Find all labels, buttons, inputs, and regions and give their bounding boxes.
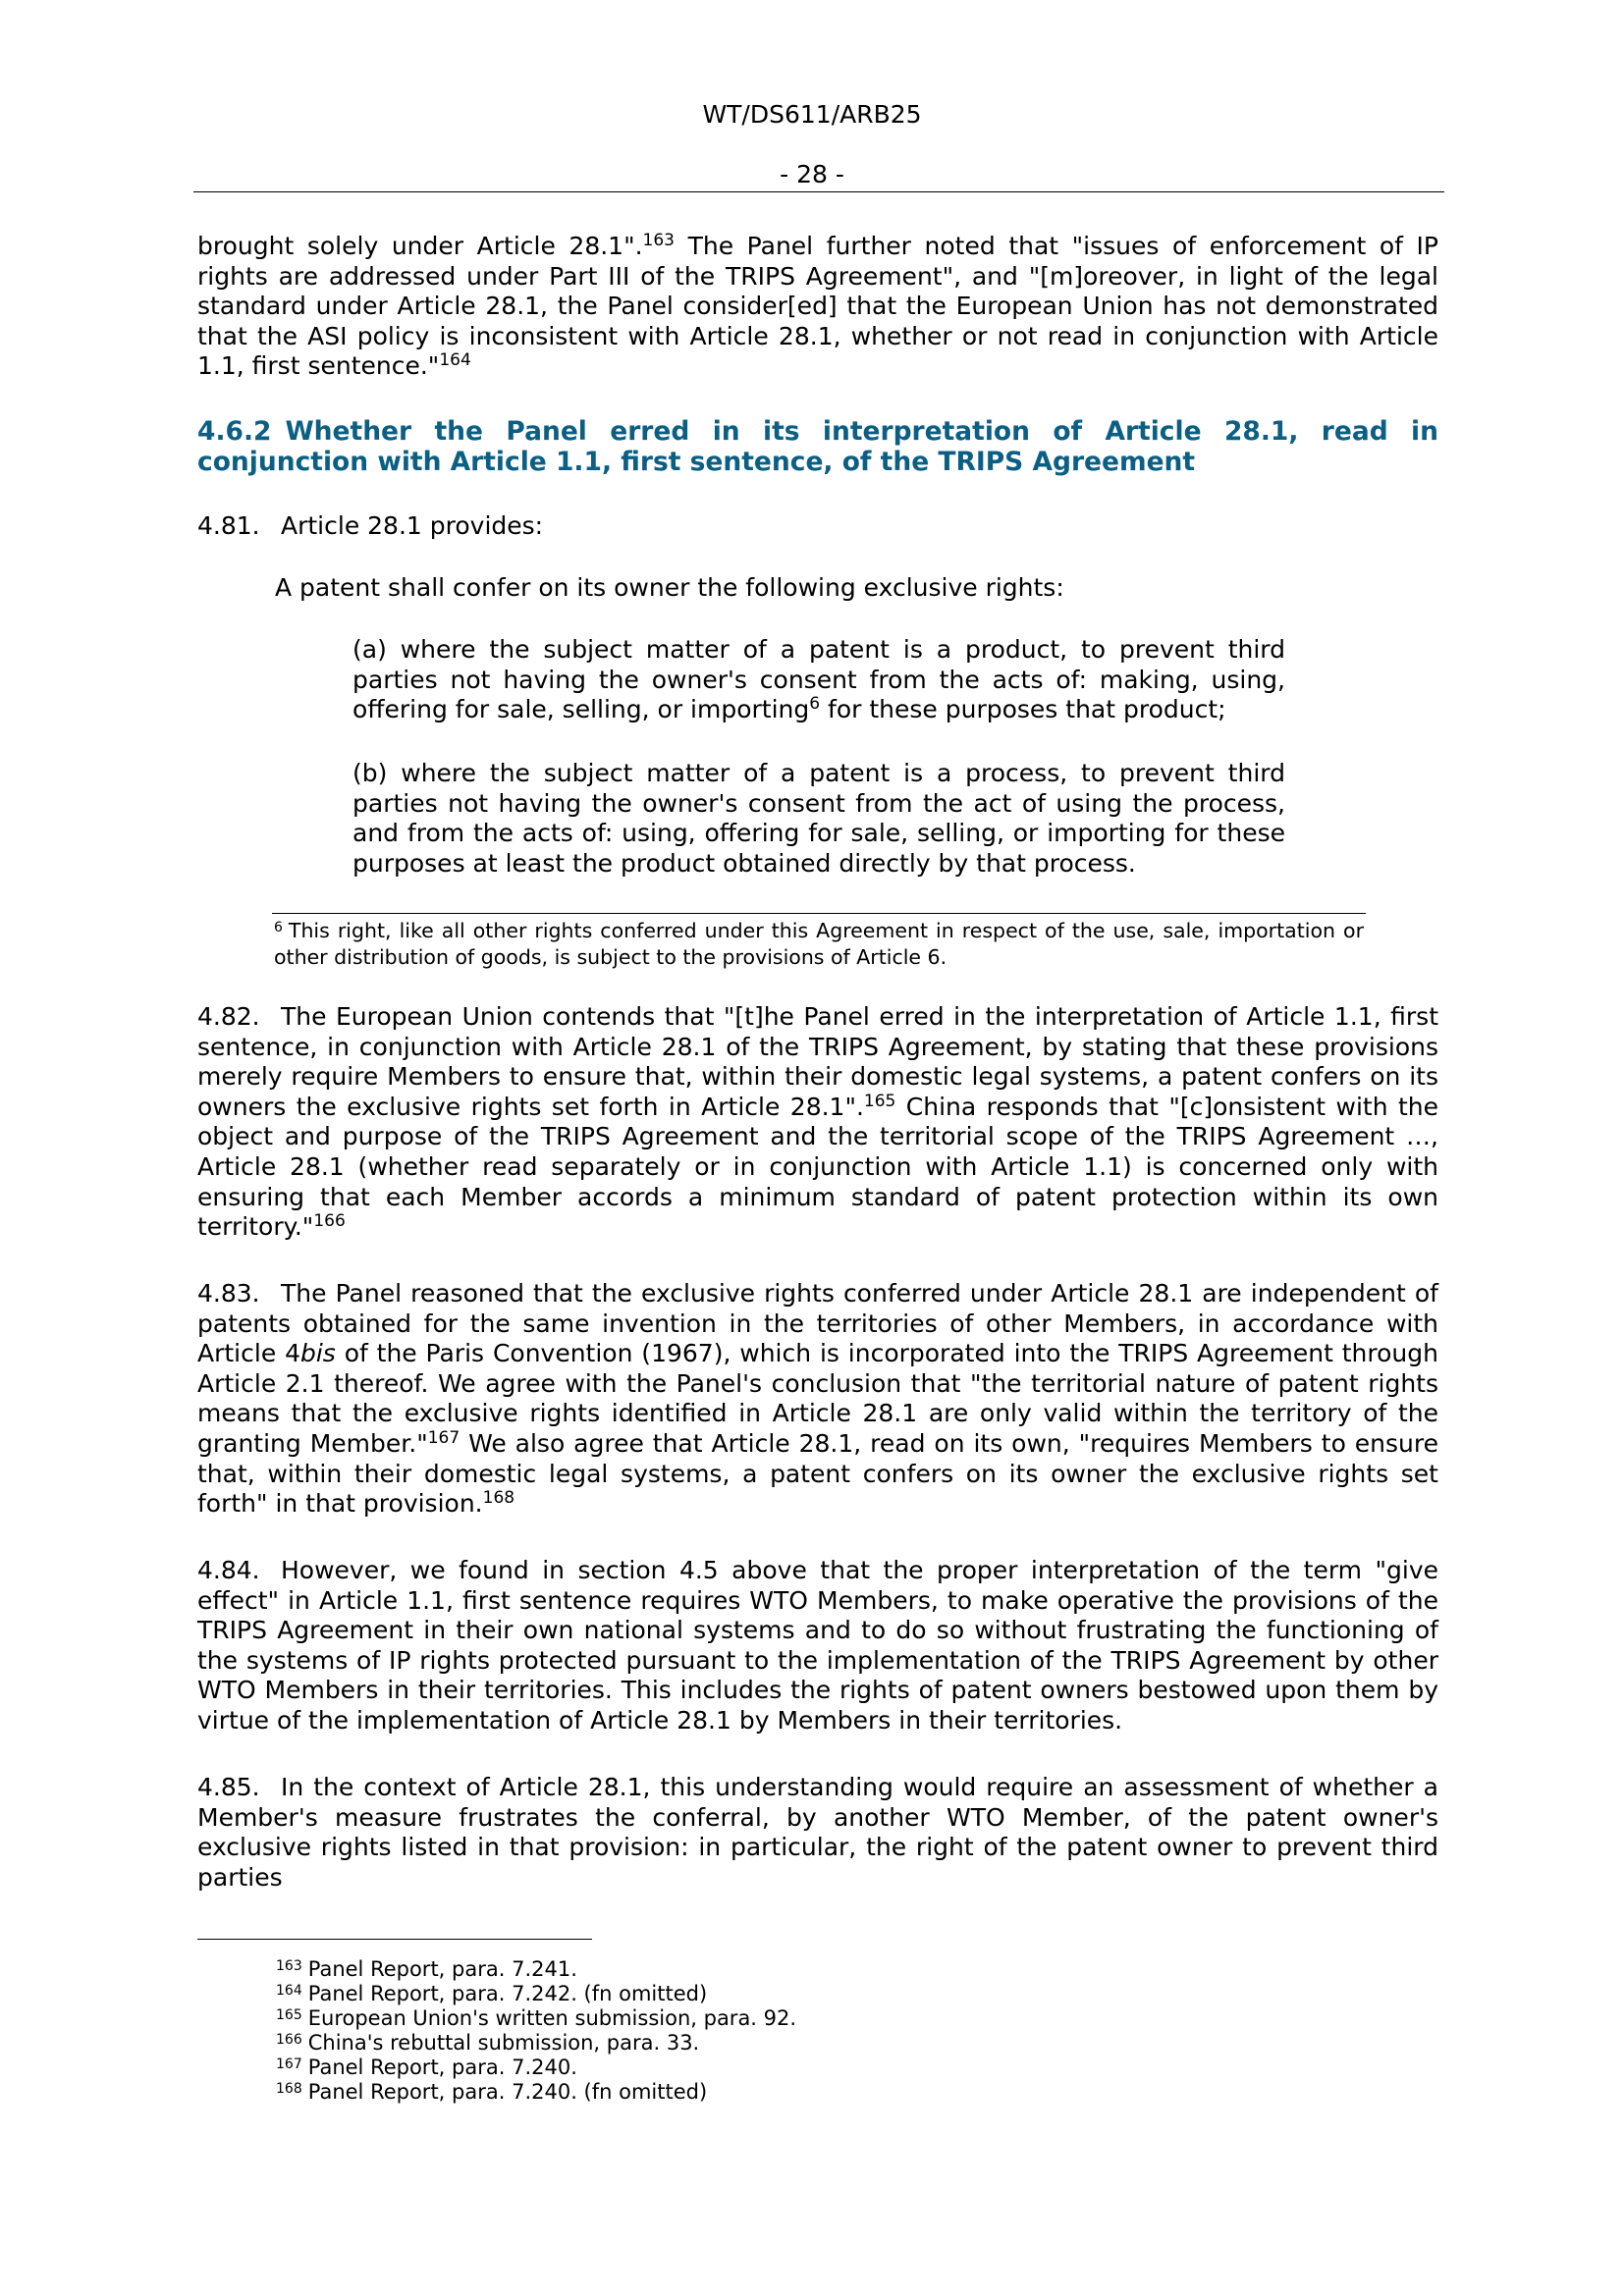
footnote-167 — [276, 2053, 577, 2080]
paragraph-4-82 — [197, 1002, 1438, 1243]
paragraph-text: However, we found in section 4.5 above that the proper interpretation of the term "give effect" in Article 1.1, first sentence requires WTO Members, to make operative the provisions of the TRIPS Agreement in their own national systems and to do so without frustrating the functioning of the systems of IP rights protected pursuant to the implementation of the TRIPS Agreement by other WTO Members in their territories. This includes the rights of patent owners bestowed upon them by virtue of the implementation of Article 28.1 by Members in their territories. — [197, 1556, 1438, 1735]
footnote-text: China's rebuttal submission, para. 33. — [307, 2031, 700, 2055]
paragraph-number: 4.84. — [197, 1556, 260, 1584]
continuation-paragraph — [197, 232, 1438, 382]
continuation-text-2: The Panel further noted that "issues of enforcement of IP rights are addressed under Part III of the TRIPS Agreement", and "[m]oreover, in light of the legal standard under Article 28.1, the Panel consider[ed] that the European Union has not demonstrated that the ASI policy is inconsistent with Article 28.1, whether or not read in conjunction with Article 1.1, first sentence." — [197, 232, 1438, 381]
footnote-text: Panel Report, para. 7.240. (fn omitted) — [307, 2080, 708, 2104]
document-symbol: WT/DS611/ARB25 — [702, 100, 922, 129]
quote-item-a-text: (a) where the subject matter of a patent is a product, to prevent third parties not having the owner's consent from the acts of: making, using, offering for sale, selling, or importing — [352, 635, 1285, 724]
quote-item-a — [352, 635, 1285, 725]
paragraph-text-2: China responds that "[c]onsistent with the object and purpose of the TRIPS Agreement and the territorial scope of the TRIPS Agreement …, Article 28.1 (whether read separately or in conjunction with Article 1.1) is concerned only with ensuring that each Member accords a minimum standard of patent protection within its own territory." — [197, 1092, 1439, 1242]
footnote-165 — [276, 2003, 796, 2031]
footnote-163 — [276, 1954, 577, 1982]
footnote-separator — [197, 1939, 592, 1940]
quote-item-b: (b) where the subject matter of a patent is a process, to prevent third parties not having the owner's consent from the act of using the process, and from the acts of: using, offering for sale, selling, or importing for these purposes at least the product obtained directly by that process. — [352, 759, 1285, 878]
bis-italic: bis — [299, 1339, 336, 1368]
quote-footnote — [274, 918, 1364, 971]
continuation-text-1: brought solely under Article 28.1". — [197, 232, 643, 260]
footnote-mark: 164 — [276, 1983, 302, 1999]
paragraph-number: 4.85. — [197, 1773, 260, 1801]
page-number: - 28 - — [780, 160, 844, 188]
section-title: Whether the Panel erred in its interpretation of Article 28.1, read in conjunction with Article 1.1, first sentence, of the TRIPS Agreement — [197, 416, 1438, 477]
footnote-168 — [276, 2077, 707, 2105]
footnote-166 — [276, 2028, 699, 2056]
header-rule — [193, 191, 1444, 192]
quote-footnote-rule — [272, 913, 1366, 914]
paragraph-4-83 — [197, 1279, 1438, 1520]
paragraph-4-84 — [197, 1556, 1438, 1736]
footnote-ref-168: 168 — [482, 1488, 515, 1509]
footnote-text: Panel Report, para. 7.242. (fn omitted) — [307, 1982, 708, 2005]
footnote-mark: 168 — [276, 2081, 302, 2097]
quote-footnote-ref-6: 6 — [809, 694, 821, 715]
quote-footnote-text: This right, like all other rights conferred under this Agreement in respect of the use, sale, importation or other distribution of goods, is subject to the provisions of Article 6. — [274, 919, 1364, 969]
section-number: 4.6.2 — [197, 416, 272, 447]
paragraph-number: 4.83. — [197, 1279, 260, 1308]
section-heading — [197, 417, 1438, 477]
footnote-ref-164: 164 — [439, 350, 471, 371]
paragraph-text-1: The Panel reasoned that the exclusive rights conferred under Article 28.1 are independent of patents obtained for the same invention in the territories of other Members, in accordance with Article 4 — [197, 1279, 1438, 1368]
paragraph-number: 4.81. — [197, 511, 260, 540]
paragraph-text: In the context of Article 28.1, this understanding would require an assessment of whether a Member's measure frustrates the conferral, by another WTO Member, of the patent owner's exclusive rights listed in that provision: in particular, the right of the patent owner to prevent third parties — [197, 1773, 1438, 1892]
footnote-ref-165: 165 — [863, 1091, 896, 1111]
footnote-ref-163: 163 — [642, 231, 675, 250]
paragraph-text-3: We also agree that Article 28.1, read on its own, "requires Members to ensure that, within their domestic legal systems, a patent confers on its owner the exclusive rights set forth" in that provision. — [197, 1428, 1438, 1519]
footnote-mark: 163 — [276, 1958, 302, 1974]
footnote-mark: 166 — [276, 2032, 302, 2048]
footnote-164 — [276, 1979, 707, 2006]
paragraph-4-81 — [197, 511, 1438, 542]
footnote-mark: 165 — [276, 2007, 302, 2023]
paragraph-text: Article 28.1 provides: — [281, 511, 544, 540]
footnote-text: Panel Report, para. 7.241. — [307, 1957, 577, 1981]
paragraph-number: 4.82. — [197, 1002, 260, 1031]
quote-item-a-tail: for these purposes that product; — [820, 695, 1226, 724]
quote-intro: A patent shall confer on its owner the following exclusive rights: — [275, 573, 1064, 602]
footnote-ref-167: 167 — [427, 1427, 460, 1448]
quote-footnote-mark: 6 — [274, 920, 283, 935]
paragraph-text-2: of the Paris Convention (1967), which is incorporated into the TRIPS Agreement through Article 2.1 thereof. We agree with the Panel's conclusion that "the territorial nature of patent rights means that the exclusive rights identified in Article 28.1 are only valid within the territory of the granting Member." — [197, 1339, 1438, 1458]
footnote-ref-166: 166 — [313, 1211, 346, 1232]
paragraph-4-85 — [197, 1773, 1438, 1893]
paragraph-text-1: The European Union contends that "[t]he Panel erred in the interpretation of Article 1.1, first sentence, in conjunction with Article 28.1 of the TRIPS Agreement, by stating that these provisions merely require Members to ensure that, within their domestic legal systems, a patent confers on its owners the exclusive rights set forth in Article 28.1". — [197, 1002, 1438, 1121]
footnote-mark: 167 — [276, 2056, 302, 2072]
footnote-text: Panel Report, para. 7.240. — [307, 2056, 577, 2079]
footnote-text: European Union's written submission, para. 92. — [307, 2006, 797, 2030]
